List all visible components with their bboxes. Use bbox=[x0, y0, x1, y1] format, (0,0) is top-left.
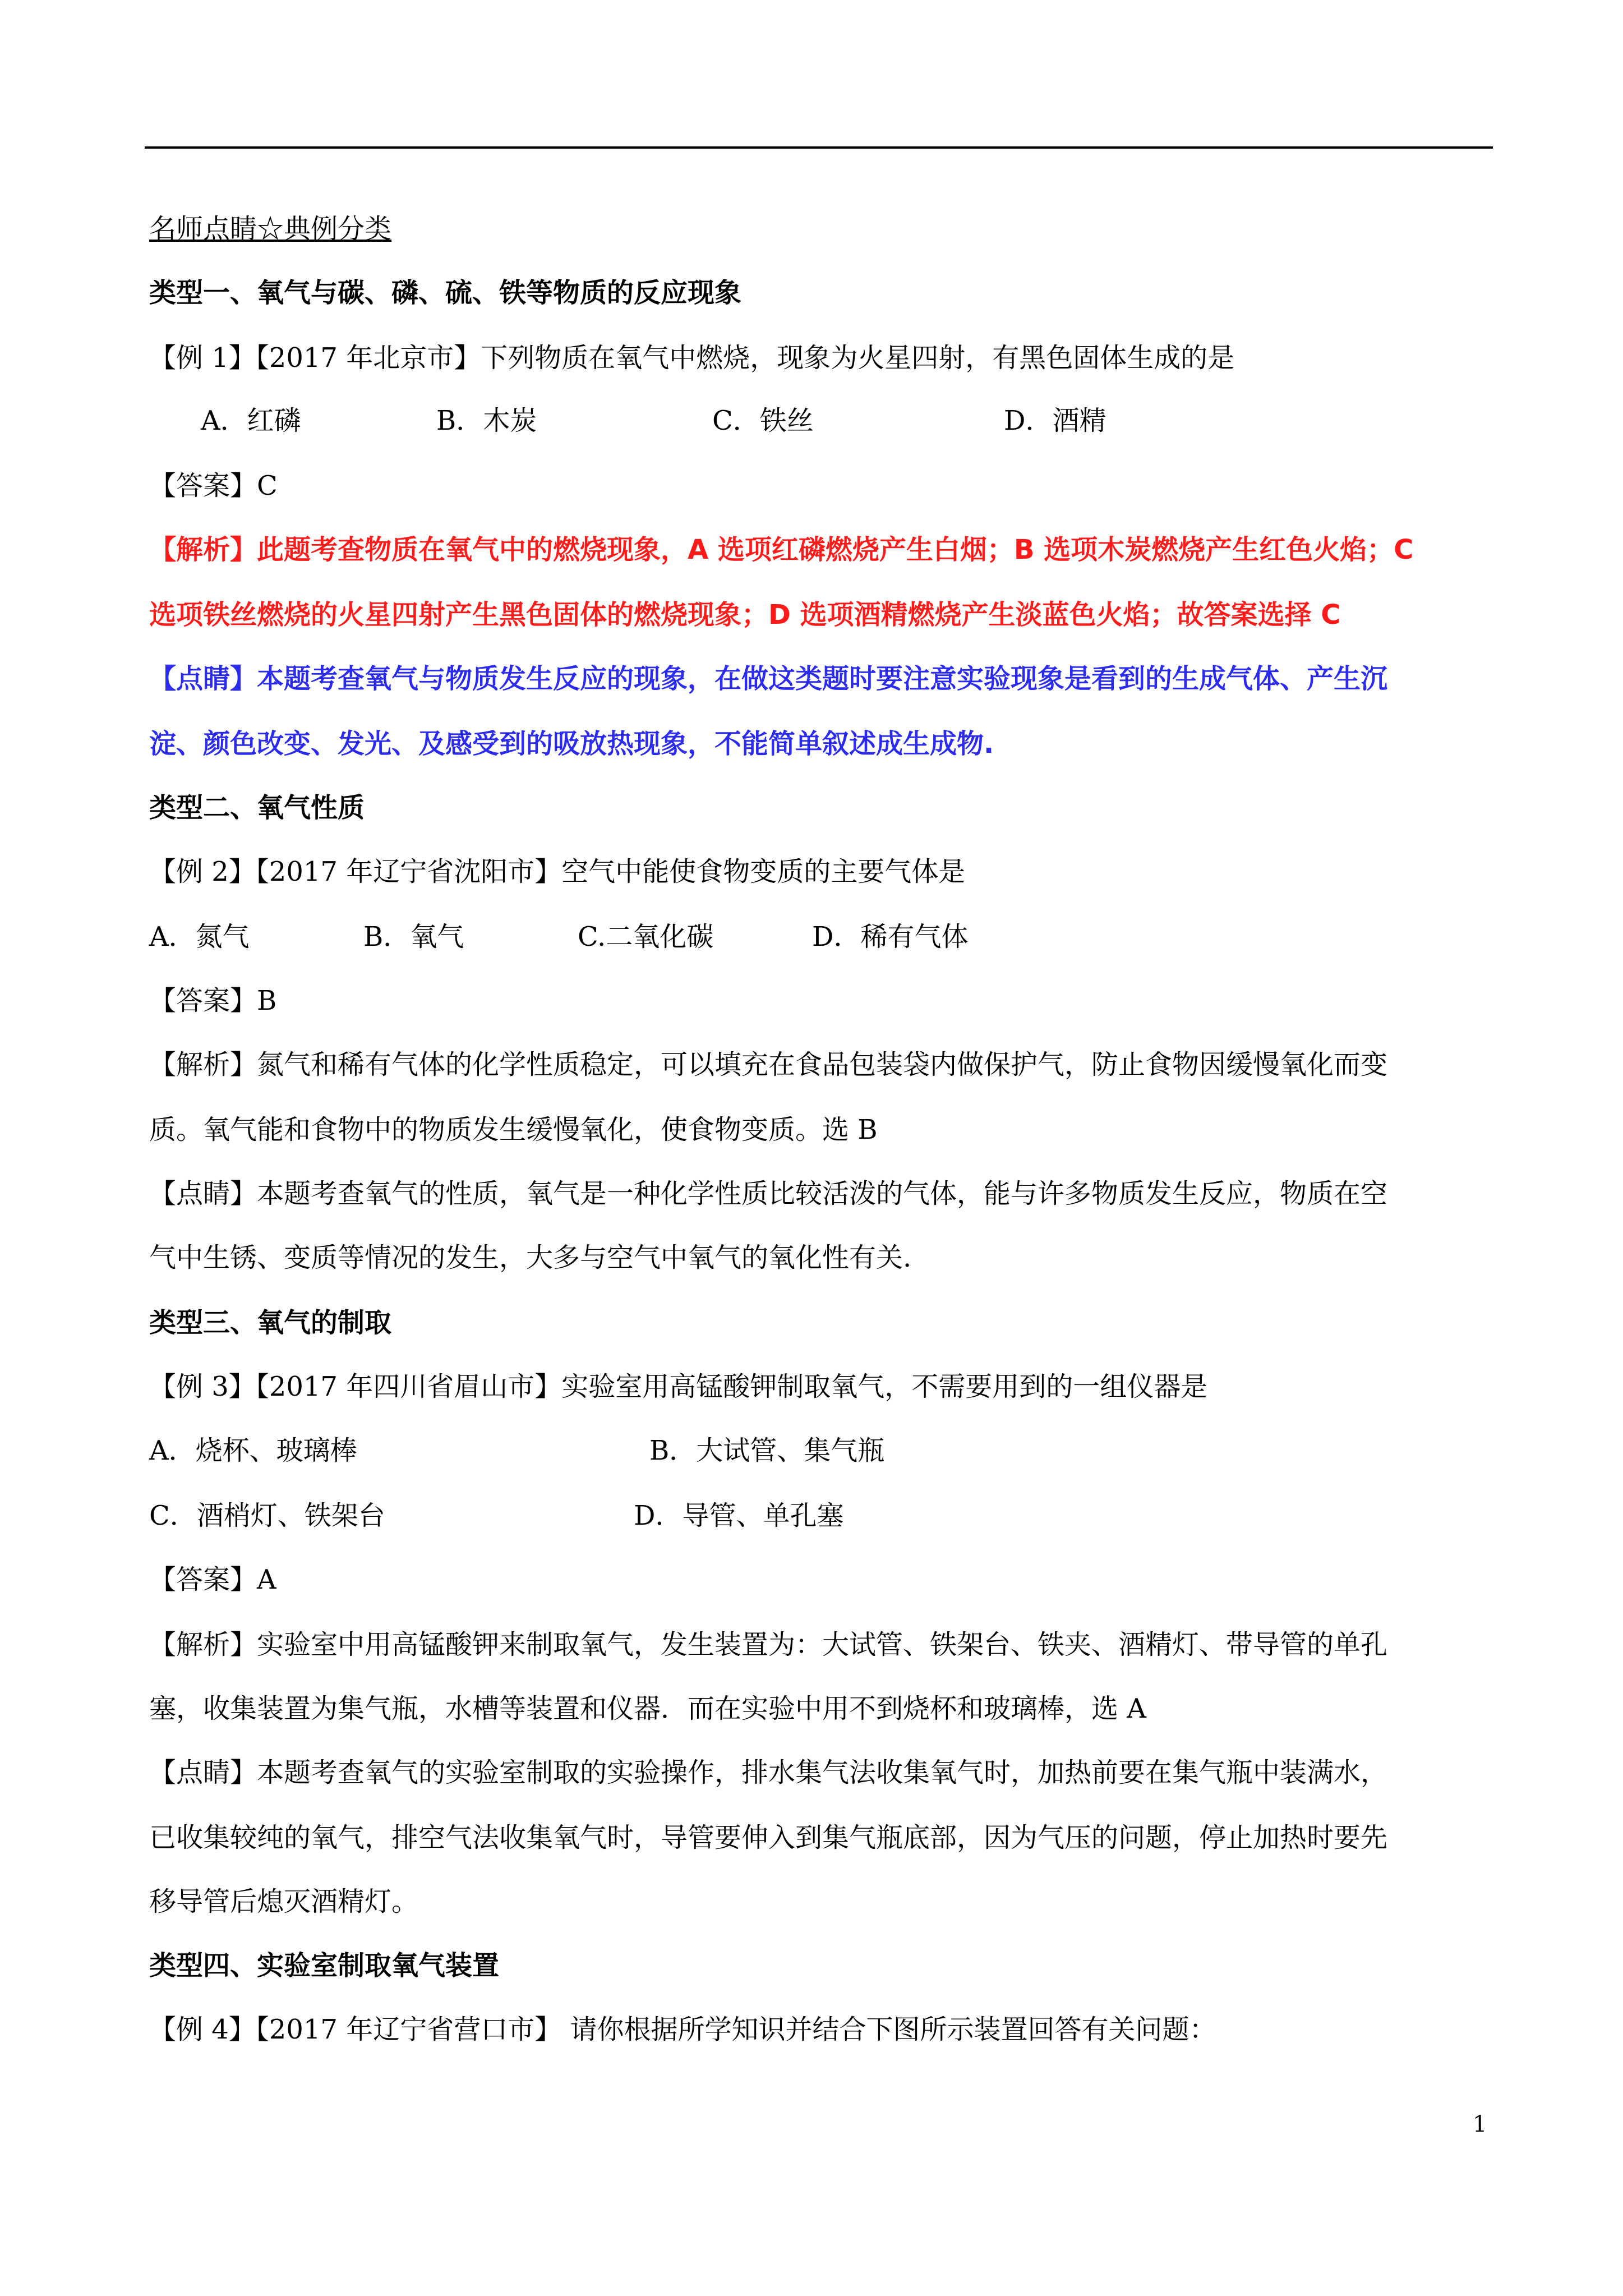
question-2-option-b: B．氧气 bbox=[363, 921, 464, 953]
analysis-1-line-1: 【解析】此题考查物质在氧气中的燃烧现象，A 选项红磷燃烧产生白烟；B 选项木炭燃烧产生红色火焰；C bbox=[149, 534, 1414, 565]
page-heading: 名师点睛☆典例分类 bbox=[149, 213, 392, 245]
analysis-3-line-2: 塞，收集装置为集气瓶，水槽等装置和仪器．而在实验中用不到烧杯和玻璃棒，选 A bbox=[149, 1693, 1146, 1724]
analysis-2-line-1: 【解析】氮气和稀有气体的化学性质稳定，可以填充在食品包装袋内做保护气，防止食物因缓慢氧化而变 bbox=[149, 1049, 1388, 1080]
question-1-option-a: A．红磷 bbox=[201, 405, 301, 436]
question-3: 【例 3】【2017 年四川省眉山市】实验室用高锰酸钾制取氧气，不需要用到的一组仪器是 bbox=[149, 1371, 1208, 1402]
question-2-option-d: D．稀有气体 bbox=[812, 921, 969, 953]
comment-3-line-1: 【点睛】本题考查氧气的实验室制取的实验操作，排水集气法收集氧气时，加热前要在集气瓶中装满水， bbox=[149, 1757, 1388, 1788]
analysis-3-line-1: 【解析】实验室中用高锰酸钾来制取氧气，发生装置为：大试管、铁架台、铁夹、酒精灯、带导管的单孔 bbox=[149, 1629, 1388, 1660]
type-title-4: 类型四、实验室制取氧气装置 bbox=[149, 1950, 500, 1981]
comment-3-line-3: 移导管后熄灭酒精灯。 bbox=[149, 1886, 419, 1917]
question-4: 【例 4】【2017 年辽宁省营口市】 请你根据所学知识并结合下图所示装置回答有关问题： bbox=[149, 2014, 1216, 2045]
type-title-1: 类型一、氧气与碳、磷、硫、铁等物质的反应现象 bbox=[149, 277, 742, 309]
analysis-1-line-2: 选项铁丝燃烧的火星四射产生黑色固体的燃烧现象；D 选项酒精燃烧产生淡蓝色火焰；故答案选择 C bbox=[149, 599, 1341, 631]
answer-1: 【答案】C bbox=[149, 470, 278, 501]
comment-1-line-2: 淀、颜色改变、发光、及感受到的吸放热现象，不能简单叙述成生成物. bbox=[149, 728, 994, 760]
comment-1-line-1: 【点睛】本题考查氧气与物质发生反应的现象，在做这类题时要注意实验现象是看到的生成气体、产生沉 bbox=[149, 663, 1388, 694]
question-1-option-d: D．酒精 bbox=[1004, 405, 1106, 436]
question-3-option-d: D．导管、单孔塞 bbox=[634, 1500, 844, 1531]
question-1-option-b: B．木炭 bbox=[436, 405, 537, 436]
answer-2: 【答案】B bbox=[149, 985, 277, 1016]
header-rule bbox=[145, 146, 1493, 149]
page-number: 1 bbox=[1473, 2111, 1487, 2137]
type-title-3: 类型三、氧气的制取 bbox=[149, 1307, 392, 1338]
analysis-2-line-2: 质。氧气能和食物中的物质发生缓慢氧化，使食物变质。选 B bbox=[149, 1114, 878, 1145]
question-2-option-a: A．氮气 bbox=[149, 921, 250, 953]
question-3-option-b: B．大试管、集气瓶 bbox=[649, 1435, 885, 1466]
answer-3: 【答案】A bbox=[149, 1564, 276, 1595]
question-1: 【例 1】【2017 年北京市】下列物质在氧气中燃烧，现象为火星四射，有黑色固体生成的是 bbox=[149, 342, 1235, 374]
comment-2-line-2: 气中生锈、变质等情况的发生，大多与空气中氧气的氧化性有关. bbox=[149, 1242, 912, 1273]
type-title-2: 类型二、氧气性质 bbox=[149, 792, 365, 823]
question-2: 【例 2】【2017 年辽宁省沈阳市】空气中能使食物变质的主要气体是 bbox=[149, 856, 966, 887]
question-2-option-c: C.二氧化碳 bbox=[578, 921, 714, 953]
question-1-option-c: C．铁丝 bbox=[712, 405, 814, 436]
comment-2-line-1: 【点睛】本题考查氧气的性质，氧气是一种化学性质比较活泼的气体，能与许多物质发生反应，物质在空 bbox=[149, 1178, 1388, 1209]
question-3-option-a: A．烧杯、玻璃棒 bbox=[149, 1435, 357, 1466]
comment-3-line-2: 已收集较纯的氧气，排空气法收集氧气时，导管要伸入到集气瓶底部，因为气压的问题，停止加热时要先 bbox=[149, 1822, 1388, 1853]
question-3-option-c: C．酒梢灯、铁架台 bbox=[149, 1500, 385, 1531]
